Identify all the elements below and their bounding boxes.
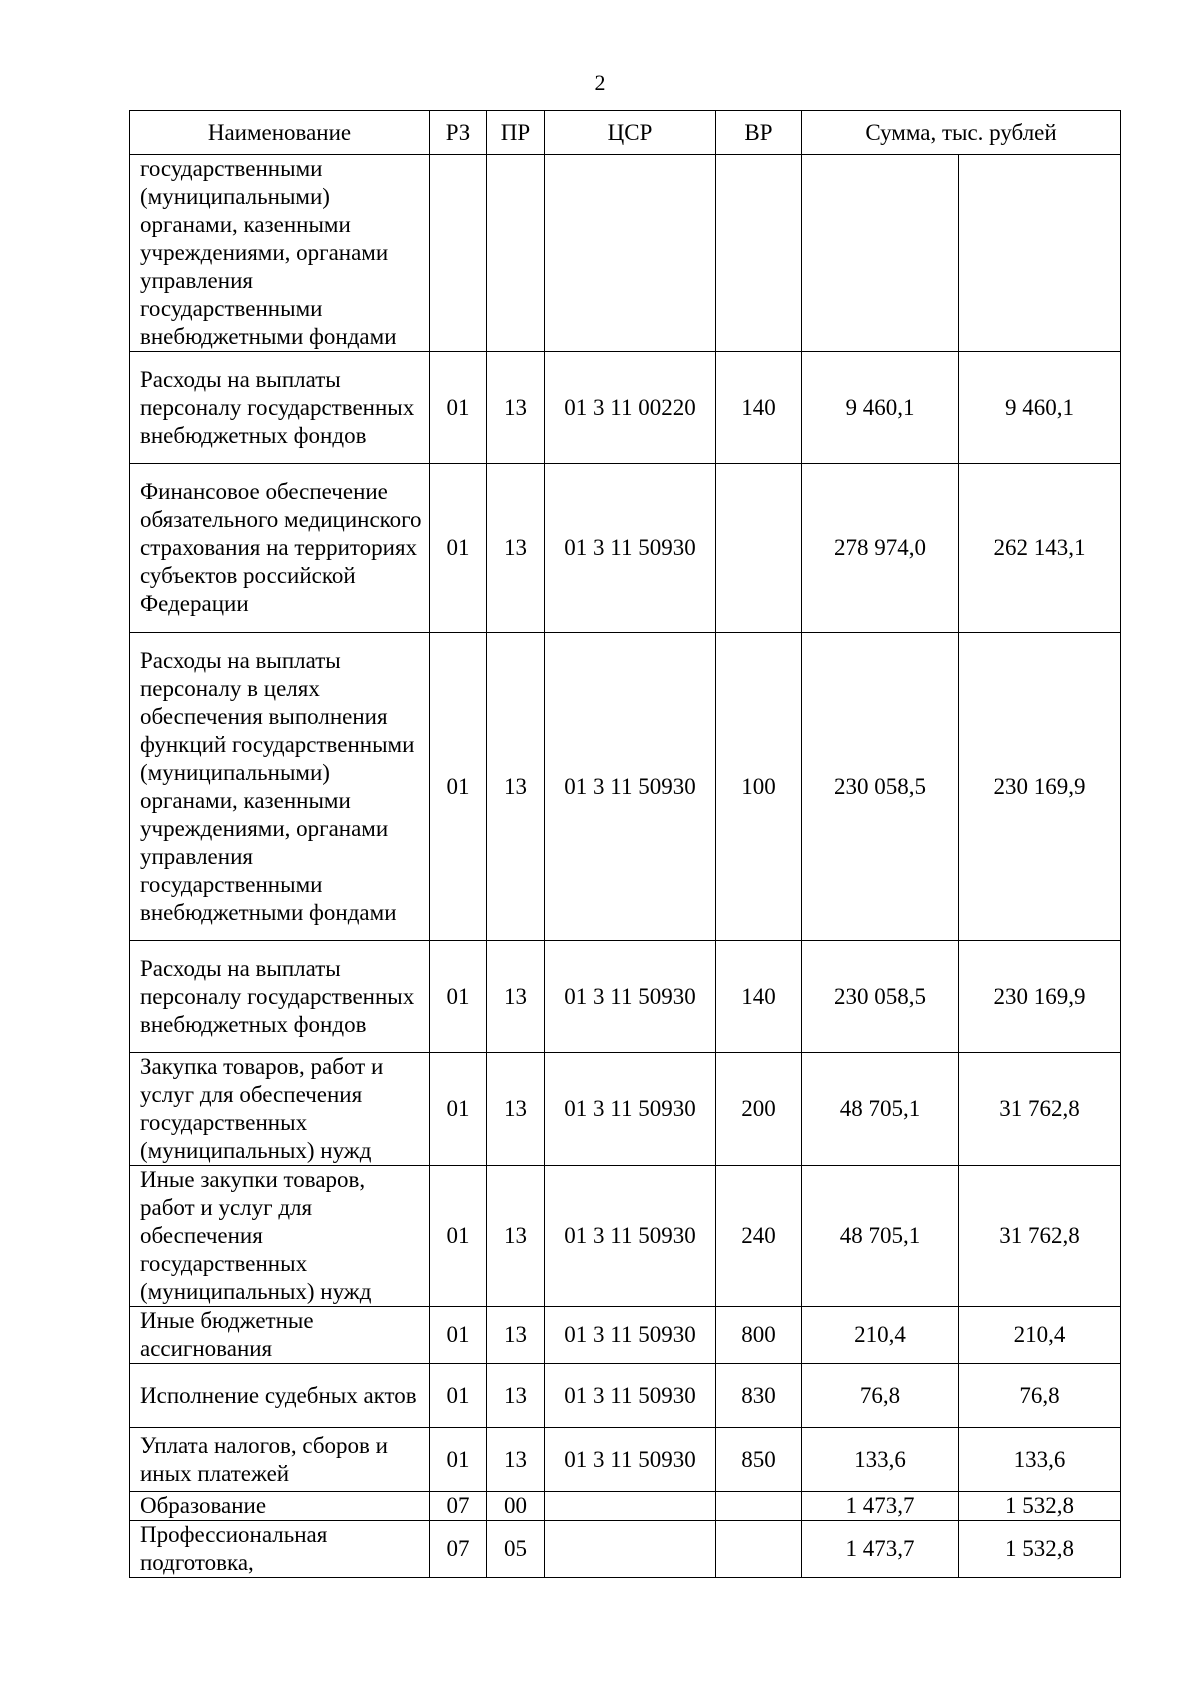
row-pr: 13 — [487, 1364, 545, 1428]
row-vr — [716, 1521, 802, 1578]
row-csr: 01 3 11 00220 — [545, 352, 716, 464]
table-row — [130, 941, 1121, 1053]
row-sum-1: 48 705,1 — [802, 1166, 959, 1307]
table-row — [130, 464, 1121, 633]
row-csr: 01 3 11 50930 — [545, 1307, 716, 1364]
row-pr: 13 — [487, 1166, 545, 1307]
row-sum-2: 210,4 — [959, 1307, 1121, 1364]
table-row — [130, 1307, 1121, 1364]
row-pr: 05 — [487, 1521, 545, 1578]
table-row — [130, 1492, 1121, 1521]
header-rz: РЗ — [430, 111, 487, 155]
row-sum-1: 230 058,5 — [802, 941, 959, 1053]
row-csr — [545, 155, 716, 352]
table-row — [130, 352, 1121, 464]
row-vr: 850 — [716, 1428, 802, 1492]
row-rz: 01 — [430, 1307, 487, 1364]
row-rz: 07 — [430, 1521, 487, 1578]
row-name: Уплата налогов, сборов и иных платежей — [130, 1428, 430, 1492]
row-sum-2: 1 532,8 — [959, 1492, 1121, 1521]
page-number: 2 — [594, 70, 606, 95]
row-name: Закупка товаров, работ и услуг для обеспечения государственных (муниципальных) нужд — [130, 1053, 430, 1166]
row-name: Иные бюджетные ассигнования — [130, 1307, 430, 1364]
row-name: Расходы на выплаты персоналу в целях обеспечения выполнения функций государственными (муниципальными) органами, казенными учреждениями, органами управления государственными внебюджетными фондами — [130, 633, 430, 941]
row-name: Профессиональная подготовка, — [130, 1521, 430, 1578]
row-rz: 01 — [430, 1053, 487, 1166]
row-vr — [716, 464, 802, 633]
table-row — [130, 1053, 1121, 1166]
header-name: Наименование — [130, 111, 430, 155]
row-sum-1: 48 705,1 — [802, 1053, 959, 1166]
row-sum-2: 9 460,1 — [959, 352, 1121, 464]
table-header-row — [130, 111, 1121, 155]
row-csr: 01 3 11 50930 — [545, 1364, 716, 1428]
table-row — [130, 155, 1121, 352]
row-vr: 140 — [716, 941, 802, 1053]
row-rz: 01 — [430, 1364, 487, 1428]
row-pr: 13 — [487, 941, 545, 1053]
row-name: Образование — [130, 1492, 430, 1521]
row-sum-1 — [802, 155, 959, 352]
row-rz: 07 — [430, 1492, 487, 1521]
row-name: Расходы на выплаты персоналу государственных внебюджетных фондов — [130, 352, 430, 464]
row-sum-2 — [959, 155, 1121, 352]
table-row — [130, 1166, 1121, 1307]
row-vr: 240 — [716, 1166, 802, 1307]
row-sum-1: 1 473,7 — [802, 1492, 959, 1521]
row-pr: 00 — [487, 1492, 545, 1521]
row-sum-1: 133,6 — [802, 1428, 959, 1492]
row-vr: 140 — [716, 352, 802, 464]
row-name: Финансовое обеспечение обязательного медицинского страхования на территориях субъектов российской Федерации — [130, 464, 430, 633]
row-sum-1: 9 460,1 — [802, 352, 959, 464]
row-csr: 01 3 11 50930 — [545, 1166, 716, 1307]
row-sum-2: 1 532,8 — [959, 1521, 1121, 1578]
row-sum-2: 133,6 — [959, 1428, 1121, 1492]
row-csr — [545, 1492, 716, 1521]
row-csr: 01 3 11 50930 — [545, 941, 716, 1053]
row-vr: 830 — [716, 1364, 802, 1428]
table-row — [130, 1364, 1121, 1428]
row-csr: 01 3 11 50930 — [545, 1428, 716, 1492]
row-name: Исполнение судебных актов — [130, 1364, 430, 1428]
row-rz: 01 — [430, 1166, 487, 1307]
budget-table — [129, 110, 1121, 1578]
row-rz: 01 — [430, 352, 487, 464]
row-vr: 100 — [716, 633, 802, 941]
row-rz: 01 — [430, 941, 487, 1053]
row-sum-1: 278 974,0 — [802, 464, 959, 633]
row-sum-2: 262 143,1 — [959, 464, 1121, 633]
row-pr: 13 — [487, 633, 545, 941]
row-pr: 13 — [487, 1307, 545, 1364]
row-pr: 13 — [487, 1053, 545, 1166]
row-csr: 01 3 11 50930 — [545, 1053, 716, 1166]
row-name: Иные закупки товаров, работ и услуг для обеспечения государственных (муниципальных) нужд — [130, 1166, 430, 1307]
row-csr: 01 3 11 50930 — [545, 464, 716, 633]
row-pr: 13 — [487, 352, 545, 464]
row-sum-2: 230 169,9 — [959, 633, 1121, 941]
row-sum-1: 230 058,5 — [802, 633, 959, 941]
row-sum-2: 76,8 — [959, 1364, 1121, 1428]
table-row — [130, 1428, 1121, 1492]
row-rz: 01 — [430, 633, 487, 941]
row-sum-1: 76,8 — [802, 1364, 959, 1428]
row-sum-2: 31 762,8 — [959, 1053, 1121, 1166]
row-sum-1: 1 473,7 — [802, 1521, 959, 1578]
row-csr — [545, 1521, 716, 1578]
row-pr: 13 — [487, 464, 545, 633]
row-vr — [716, 1492, 802, 1521]
row-sum-2: 31 762,8 — [959, 1166, 1121, 1307]
row-sum-2: 230 169,9 — [959, 941, 1121, 1053]
row-csr: 01 3 11 50930 — [545, 633, 716, 941]
header-pr: ПР — [487, 111, 545, 155]
row-sum-1: 210,4 — [802, 1307, 959, 1364]
table-row — [130, 633, 1121, 941]
row-vr — [716, 155, 802, 352]
header-sum: Сумма, тыс. рублей — [802, 111, 1121, 155]
row-rz — [430, 155, 487, 352]
row-pr: 13 — [487, 1428, 545, 1492]
row-vr: 800 — [716, 1307, 802, 1364]
header-vr: ВР — [716, 111, 802, 155]
row-name: Расходы на выплаты персоналу государственных внебюджетных фондов — [130, 941, 430, 1053]
header-csr: ЦСР — [545, 111, 716, 155]
table-row — [130, 1521, 1121, 1578]
row-name: государственными (муниципальными) органами, казенными учреждениями, органами управления государственными внебюджетными фондами — [130, 155, 430, 352]
row-pr — [487, 155, 545, 352]
row-vr: 200 — [716, 1053, 802, 1166]
row-rz: 01 — [430, 1428, 487, 1492]
row-rz: 01 — [430, 464, 487, 633]
